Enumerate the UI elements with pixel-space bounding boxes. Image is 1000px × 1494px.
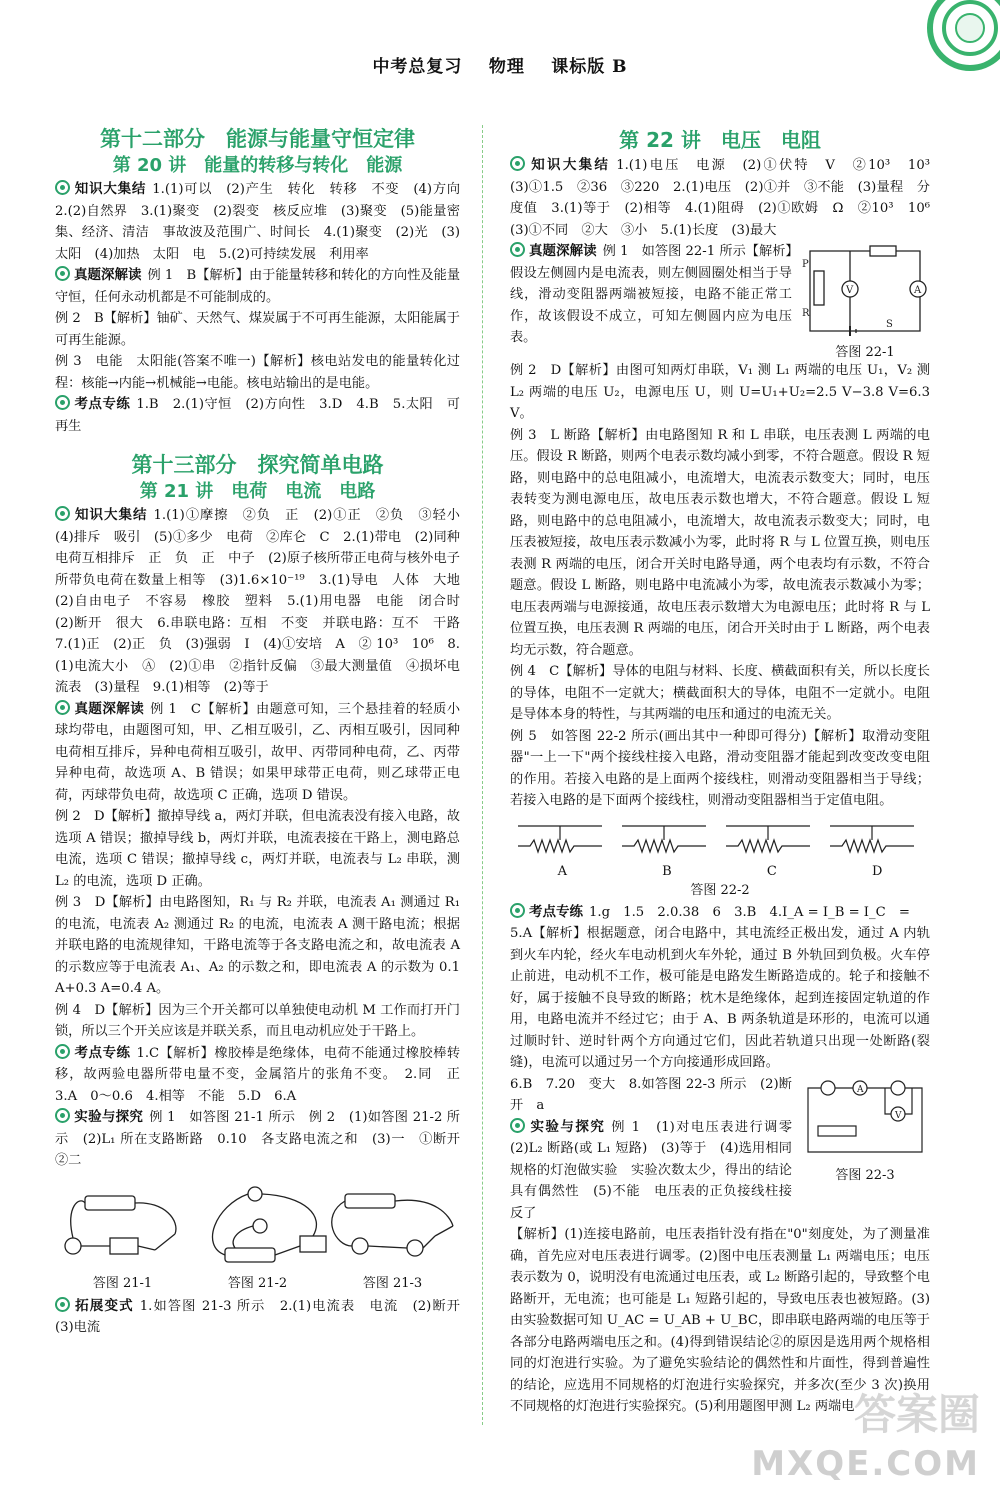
example-paragraph: 例 2 D【解析】由图可知两灯串联，V₁ 测 L₁ 两端的电压 U₁，V₂ 测 L₂ 两端的电压 U₂，电源电压 U，则 U=U₁+U₂=2.5 V−3.8 V=6.3 V。: [510, 363, 930, 421]
example-paragraph: 例 2 D【解析】撤掉导线 a，两灯并联，但电流表没有接入电路，故选项 A 错误；撤掉导线 b，两灯并联，电流表接在干路上，测电路总电流，选项 C 错误；撤掉导线 c，两灯并联，电流表与 L₂ 串联，测 L₂ 的电流，选项 D 正确。: [55, 809, 460, 889]
figure-22-2-labels: [510, 864, 930, 879]
figure-caption: 答图 21-1: [92, 1275, 153, 1291]
section-label: 考点专练: [74, 396, 131, 412]
part13-title: 第十三部分 探究简单电路: [131, 453, 384, 477]
part12-title: 第十二部分 能源与能量守恒定律: [100, 127, 415, 151]
figure-caption: 答图 22-1: [835, 345, 895, 360]
lesson22-knowledge-text: 1.(1)电压 电源 (2)①伏特 V ②10³ 10³ (3)①1.5 ②36 ③220 2.(1)电压 (2)①并 ③不能 (3)量程 分度值 3.(1)等于 (2)相等 4.(1)阻碍 (2)①欧姆 Ω ②10³ 10⁶ (3)①不同 ②大 ③小 5.(1)长度 (3)最大: [510, 158, 944, 238]
example-paragraph: 例 3 电能 太阳能(答案不唯一)【解析】核电站发电的能量转化过程：核能→内能→机械能→电能。核电站输出的是电能。: [55, 354, 460, 391]
figure-22-2: [510, 816, 930, 898]
example-text: 例 1 C【解析】由题意可知，三个悬挂着的轻质小球均带电，由题图可知，甲、乙相互吸引，乙、丙相互吸引，因同种电荷相互排斥，异种电荷相互吸引，故甲、丙带同种电荷，乙、丙带异种电荷，故选项 A、B 错误；如果甲球带正电荷，则乙球带正电荷，丙球带负电荷，故选项 C 正确，选项 D 错误。: [55, 701, 461, 803]
lesson20-title: 第 20 讲 能量的转移与转化 能源: [112, 155, 403, 176]
circuit-figures-21: [55, 1176, 460, 1276]
example-paragraph: 例 5 如答图 22-2 所示(画出其中一种即可得分)【解析】取滑动变阻器"一上一下"两个接线柱接入电路，滑动变阻器才能起到改变改变电阻的作用。若接入电路的是上面两个接线柱，则滑动变阻器相当于导线；若接入电路的是下面两个接线柱，则滑动变阻器相当于定值电阻。: [510, 728, 930, 808]
section-icon: [55, 180, 70, 195]
lesson22-experiment: [510, 1117, 806, 1225]
lesson20-real: [55, 265, 460, 308]
figure-22-3: [800, 1074, 930, 1225]
header-edition: 课标版 B: [551, 57, 628, 77]
rheostat-label: D: [871, 863, 883, 879]
column-divider: [482, 125, 483, 1425]
svg-text:V: V: [895, 1110, 902, 1121]
figure-caption: 答图 21-2: [227, 1275, 288, 1291]
header-book: 中考总复习: [372, 57, 463, 77]
section-icon: [510, 1118, 525, 1133]
section-label: 真题深解读: [529, 243, 597, 259]
section-label: 考点专练: [529, 903, 583, 920]
section-icon: [55, 1297, 70, 1312]
lesson21-practice: [55, 1043, 474, 1108]
lesson22-real-block: [510, 241, 930, 360]
lesson21-real: [55, 699, 460, 807]
rheostat-label: B: [662, 863, 672, 879]
rheostat-figures-22-2: [510, 816, 930, 866]
right-column: [510, 125, 944, 1418]
example-paragraph: 例 4 C【解析】导体的电阻与材料、长度、横截面积有关，所以长度长的导体，电阻不一定就大；横截面积大的导体，电阻不一定就小。电阻是导体本身的特性，与其两端的电压和通过的电流无关。: [510, 664, 930, 722]
lesson21-experiment: [55, 1107, 474, 1172]
svg-text:R: R: [802, 308, 810, 319]
circuit-22-1: [800, 241, 930, 341]
lesson20-knowledge: [55, 179, 474, 265]
example-paragraph: 例 3 L 断路【解析】由电路图知 R 和 L 串联，电压表测 L 两端的电压。假设 R 断路，则两个电表示数均减小到零，不符合题意。假设 R 短路，则电路中的总电阻减小，电流增大，电流表示数变大；同时，电压表转变为测电源电压，故电压表示数也增大，不符合题意。假设 L 短路，则电路中的总电阻减小，电流增大，故电流表示数变大；同时，电压表被短接，故电压表示数减小为零，此时将 R 与 L 位置互换，则电压表测 R 两端的电压，闭合开关时电路导通，两个电表均有示数，不符合题意。假设 L 断路，则电路中电流减小为零，故电流表示数减小为零；电压表两端与电源接通，故电压表示数增大为电源电压；此时将 R 与 L 位置互换，电压表测 R 两端的电压，闭合开关时由于 L 断路，两个电表均无示数，符合题意。: [510, 427, 930, 658]
figure-caption: 答图 21-3: [362, 1275, 423, 1291]
example-paragraph: 例 2 B【解析】铀矿、天然气、煤炭属于不可再生能源，太阳能属于可再生能源。: [55, 311, 460, 348]
section-icon: [55, 700, 70, 715]
lesson22-title: 第 22 讲 电压 电阻: [619, 128, 821, 152]
left-column: [55, 125, 474, 1339]
rheostat-label: A: [557, 863, 567, 879]
lesson22-practice: [510, 902, 930, 924]
lesson22-experiment-text: [510, 1074, 806, 1225]
section-label: 真题深解读: [74, 700, 145, 717]
header-subject: 物理: [488, 57, 525, 77]
svg-text:S: S: [886, 319, 893, 330]
lesson21-knowledge: [55, 505, 474, 699]
experiment-text: 例 1 (1)对电压表进行调零 (2)L₂ 断路(或 L₁ 短路) (3)等于 (4)选用相同规格的灯泡做实验 实验次数太少，得出的结论具有偶然性 (5)不能 电压表的正负接线柱接反了: [510, 1119, 806, 1221]
practice-text: 1.g 1.5 2.0.38 6 3.B 4.I_A = I_B = I_C =: [589, 904, 910, 920]
lesson21-extension: [55, 1296, 474, 1339]
section-label: 知识大集结: [74, 181, 147, 197]
section-label: 拓展变式: [74, 1297, 134, 1314]
section-icon: [55, 1108, 70, 1123]
rheostat-label: C: [766, 863, 777, 879]
section-icon: [55, 266, 70, 281]
lesson22-knowledge: [510, 155, 944, 241]
figure-caption: 答图 22-2: [690, 882, 750, 898]
corner-decoration-icon: [910, 0, 1000, 110]
example-paragraph: 例 4 D【解析】因为三个开关都可以单独使电动机 M 工作而打开门锁，所以三个开关应该是并联关系，而且电动机应处于干路上。: [55, 1002, 460, 1039]
svg-text:V: V: [846, 285, 854, 296]
svg-text:P: P: [802, 259, 809, 270]
lesson21-title: 第 21 讲 电荷 电流 电路: [139, 481, 376, 502]
lesson22-experiment-block: [510, 1074, 930, 1225]
figures-21: [55, 1176, 460, 1296]
lesson20-practice: [55, 394, 460, 437]
practice-text: 1.B 2.(1)守恒 (2)方向性 3.D 4.B 5.太阳 可再生: [55, 397, 460, 434]
lesson22-real: [510, 241, 792, 360]
circuit-22-3: [800, 1074, 930, 1164]
section-icon: [55, 395, 70, 410]
figure-caption: 答图 22-3: [835, 1167, 895, 1183]
example-paragraph: 6.B 7.20 变大 8.如答图 22-3 所示 (2)断开 a: [510, 1076, 792, 1113]
section-label: 考点专练: [74, 1044, 131, 1061]
watermark-brand: 答案圈: [853, 1390, 980, 1439]
example-paragraph: 【解析】(1)连接电路前，电压表指针没有指在"0"刻度处，为了测量准确，首先应对电压表进行调零。(2)图中电压表测量 L₁ 两端电压；电压表示数为 0，说明没有电流通过电压表，或 L₂ 断路引起的，导致整个电路断开，无电流；也可能是 L₁ 短路引起的，导致电压表也被短路。(3)由实验数据可知 U_AC = U_AB + U_BC，即串联电路两端的电压等于各部分电路两端电压之和。(4)得到错误结论②的原因是选用两个规格相同的灯泡进行实验。为了避免实验结论的偶然性和片面性，得到普遍性的结论，应选用不同规格的灯泡进行实验探究，并多次(至少 3 次)换用不同规格的灯泡进行实验探究。(5)利用题图甲测 L₂ 两端电: [510, 1227, 930, 1414]
example-text: 例 1 如答图 22-1 所示【解析】假设左侧圆内是电流表，则左侧圆圈处相当于导线，滑动变阻器两端被短接，电路不能正常工作，故该假设不成立，可知左侧圆内应为电压表。: [510, 244, 793, 345]
practice-text: 1.C【解析】橡胶棒是绝缘体，电荷不能通过橡胶棒转移，故两验电器所带电量不变，金属箔片的张角不变。 2.同 正 3.A 0～0.6 4.相等 不能 5.D 6.A: [55, 1045, 474, 1104]
section-label: 真题深解读: [74, 267, 142, 283]
experiment-text: 例 1 如答图 21-1 所示 例 2 (1)如答图 21-2 所示 (2)L₁ 所在支路断路 0.10 各支路电流之和 (3)一 ①断开 ②二: [55, 1110, 474, 1168]
lesson20-knowledge-text: 1.(1)可以 (2)产生 转化 转移 不变 (4)方向 2.(2)自然界 3.(1)聚变 (2)裂变 核反应堆 (3)聚变 (5)能量密集、经济、清洁 事故波及范围广、时间长 4.(1)聚变 (2)光 (3)太阳 (4)加热 太阳 电 5.(2)可持续发展 利用率: [55, 182, 474, 262]
section-label: 知识大集结: [529, 157, 611, 173]
lesson21-knowledge-text: 1.(1)①摩擦 ②负 正 (2)①正 ②负 ③轻小 (4)排斥 吸引 (5)①多少 电荷 ②库仑 C 2.(1)带电 (2)同种电荷互相排斥 正 负 正 中子 (2)原子核所带正电荷与核外电子所带负电荷在数量上相等 (3)1.6×10⁻¹⁹ 3.(1)导电 人体 大地 (2)自由电子 不容易 橡胶 塑料 5.(1)用电器 电能 闭合时 (2)断开 很大 6.串联电路：互相 不变 并联电路：互不 干路 7.(1)正 (2)正 负 (3)强弱 I (4)①安培 A ② 10³ 10⁶ 8.(1)电流大小 Ⓐ (2)①串 ②指针反偏 ③最大测量值 ④损坏电流表 (3)量程 9.(1)相等 (2)等于: [55, 508, 474, 695]
watermark-site: MXQE.COM: [751, 1444, 980, 1484]
section-icon: [510, 156, 525, 171]
extension-text: 1.如答图 21-3 所示 2.(1)电流表 电流 (2)断开 (3)电流: [55, 1298, 474, 1335]
section-label: 知识大集结: [74, 507, 148, 523]
section-icon: [55, 1044, 70, 1059]
example-paragraph: 例 3 D【解析】由电路图知，R₁ 与 R₂ 并联，电流表 A₁ 测通过 R₁ 的电流，电流表 A₂ 测通过 R₂ 的电流，电流表 A 测干路电流；根据并联电路的电流规律知，干路电流等于各支路电流之和，故电流表 A 的示数应等于电流表 A₁、A₂ 的示数之和，即电流表 A 的示数为 0.1 A+0.3 A=0.4 A。: [55, 895, 460, 996]
figure-22-1: [800, 241, 930, 360]
section-label: 实验与探究: [529, 1118, 606, 1135]
example-text: 例 1 B【解析】由于能量转移和转化的方向性及能量守恒，任何永动机都是不可能制成的。: [55, 268, 461, 305]
page-header: [0, 52, 1000, 77]
svg-text:A: A: [857, 1084, 864, 1095]
section-label: 实验与探究: [74, 1109, 144, 1125]
section-icon: [510, 242, 525, 257]
section-icon: [510, 903, 525, 918]
section-icon: [55, 506, 70, 521]
example-paragraph: 5.A【解析】根据题意，闭合电路中，其电流经正极出发，通过 A 内轨到火车内轮，经火车电动机到火车外轮，通过 B 外轨回到负极。火车停止前进，电动机不工作，极可能是电路发生断路造成的。轮子和接触不好，属于接触不良导致的断路；枕木是绝缘体，起到连接固定轨道的作用，电路电流并不经过它；由于 A、B 两条轨道是环形的，电流可以通过顺时针、逆时针两个方向通过它们，因此若轨道只出现一处断路(裂缝)，电流可以通过另一个方向接通形成回路。: [510, 926, 930, 1070]
svg-text:A: A: [914, 285, 922, 296]
